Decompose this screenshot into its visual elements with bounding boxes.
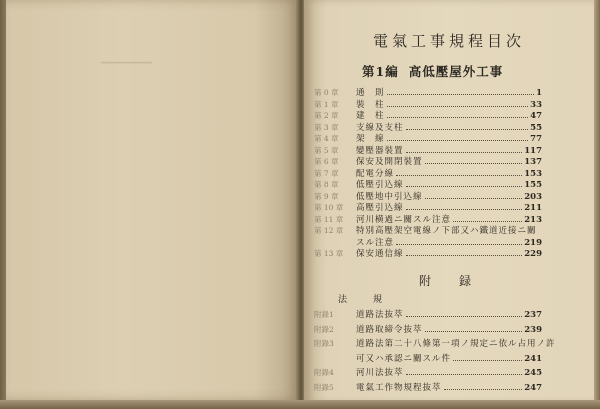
entry-title: 保安通信線 xyxy=(356,249,404,259)
leader-dots xyxy=(387,134,529,141)
entry-number: 附錄1 xyxy=(314,310,334,319)
leader-dots xyxy=(406,203,523,210)
entry-page-number: 245 xyxy=(524,368,542,379)
entry-number: 附錄2 xyxy=(314,324,334,334)
entry-number: 第 4 章 xyxy=(314,134,339,143)
entry-title: 可又ハ承認ニ關スル件 xyxy=(356,353,452,364)
subhead-2: 規 xyxy=(373,295,385,305)
entry-number: 第 7 章 xyxy=(314,168,339,178)
leader-dots xyxy=(406,310,523,317)
toc-entry xyxy=(314,352,542,366)
toc-entry xyxy=(314,366,542,380)
entry-number: 第 3 章 xyxy=(314,122,339,132)
leader-dots xyxy=(453,354,522,361)
entry-number: 第 8 章 xyxy=(314,180,339,189)
toc-entry xyxy=(314,381,542,395)
entry-title: 道路取締令抜萃 xyxy=(356,324,423,335)
left-page xyxy=(6,0,298,400)
leader-dots xyxy=(387,111,529,118)
entry-title: 道路法第二十八條第一項ノ規定ニ依ル占用ノ許 xyxy=(356,339,556,350)
entry-number: 第 6 章 xyxy=(314,157,339,166)
leader-dots xyxy=(453,215,522,222)
entry-page-number: 117 xyxy=(524,145,542,156)
entry-page-number: 247 xyxy=(524,383,542,393)
leader-dots xyxy=(387,100,529,107)
appendix-title: 附 録 xyxy=(418,274,479,288)
entry-number: 附錄4 xyxy=(314,368,334,378)
leader-dots xyxy=(406,180,523,187)
entry-title: 低壓引込線 xyxy=(356,180,404,190)
entry-title: 道路法抜萃 xyxy=(356,310,404,320)
entry-number: 第 12 章 xyxy=(314,226,344,235)
entry-page-number: 155 xyxy=(524,180,542,190)
part-heading xyxy=(362,62,513,80)
page-edge xyxy=(594,0,600,409)
entry-page-number: 33 xyxy=(530,99,542,110)
part-name: 高低壓屋外工事 xyxy=(408,64,504,79)
entry-title: 電氣工作物規程抜萃 xyxy=(356,383,442,393)
entry-number: 第 13 章 xyxy=(314,249,344,258)
entry-number: 第 10 章 xyxy=(314,203,344,212)
entry-title: 高壓引込線 xyxy=(356,203,404,213)
entry-number: 附錄3 xyxy=(314,339,334,349)
entry-title: 架 線 xyxy=(356,134,385,144)
entry-number: 第 11 章 xyxy=(314,214,344,224)
right-page xyxy=(304,0,594,403)
entry-title: 裝 柱 xyxy=(356,99,385,110)
leader-dots xyxy=(425,325,523,332)
leader-dots xyxy=(406,123,529,130)
entry-page-number: 239 xyxy=(524,324,542,335)
entry-title: 低壓地中引込線 xyxy=(356,191,423,202)
entry-page-number: 219 xyxy=(524,237,542,248)
entry-page-number: 1 xyxy=(536,88,542,98)
entry-title: 變壓器裝置 xyxy=(356,145,404,156)
page-bottom-edge xyxy=(0,400,600,409)
toc-entry xyxy=(314,337,556,351)
entry-title: 建 柱 xyxy=(356,111,385,121)
entry-title: スル注意 xyxy=(356,237,395,248)
entry-page-number: 153 xyxy=(524,168,542,179)
part-label: 第1編 xyxy=(362,64,399,79)
leader-dots xyxy=(406,146,523,153)
entry-title: 配電分線 xyxy=(356,168,395,179)
entry-page-number: 229 xyxy=(524,249,542,259)
entry-title: 保安及開閉裝置 xyxy=(356,157,423,167)
entry-page-number: 137 xyxy=(524,157,542,167)
toc-entry xyxy=(314,247,542,261)
entry-page-number: 77 xyxy=(530,134,542,144)
leader-dots xyxy=(425,157,523,164)
leader-dots xyxy=(396,238,522,245)
entry-number: 第 1 章 xyxy=(314,99,339,109)
entry-page-number: 211 xyxy=(524,203,542,213)
entry-title: 支線及支柱 xyxy=(356,122,404,133)
entry-page-number: 237 xyxy=(524,310,542,320)
entry-title: 河川横過ニ關スル注意 xyxy=(356,214,452,225)
entry-page-number: 55 xyxy=(530,122,542,133)
leader-dots xyxy=(425,192,523,199)
leader-dots xyxy=(396,169,522,176)
entry-title: 特別高壓架空電線ノ下部又ハ鐵道近接ニ關 xyxy=(356,226,537,236)
entry-page-number: 241 xyxy=(524,353,542,364)
appendix-subhead xyxy=(338,292,408,305)
entry-page-number: 203 xyxy=(524,191,542,202)
leader-dots xyxy=(406,368,523,375)
bleed-through-text: ▔▔▔▔▔▔ xyxy=(101,62,152,75)
page-title: 電氣工事規程目次 xyxy=(372,32,525,50)
entry-number: 第 9 章 xyxy=(314,191,339,201)
leader-dots xyxy=(387,88,535,95)
entry-page-number: 213 xyxy=(524,214,542,225)
toc-entry xyxy=(314,323,542,337)
leader-dots xyxy=(406,249,523,256)
entry-number: 第 5 章 xyxy=(314,145,339,155)
entry-number: 第 2 章 xyxy=(314,111,339,120)
entry-page-number: 47 xyxy=(530,111,542,121)
entry-number: 第 0 章 xyxy=(314,88,339,97)
entry-title: 河川法抜萃 xyxy=(356,368,404,379)
leader-dots xyxy=(444,383,523,390)
subhead-1: 法 xyxy=(338,295,350,305)
toc-entry xyxy=(314,308,542,322)
entry-title: 通 則 xyxy=(356,88,385,98)
entry-number: 附錄5 xyxy=(314,383,334,392)
